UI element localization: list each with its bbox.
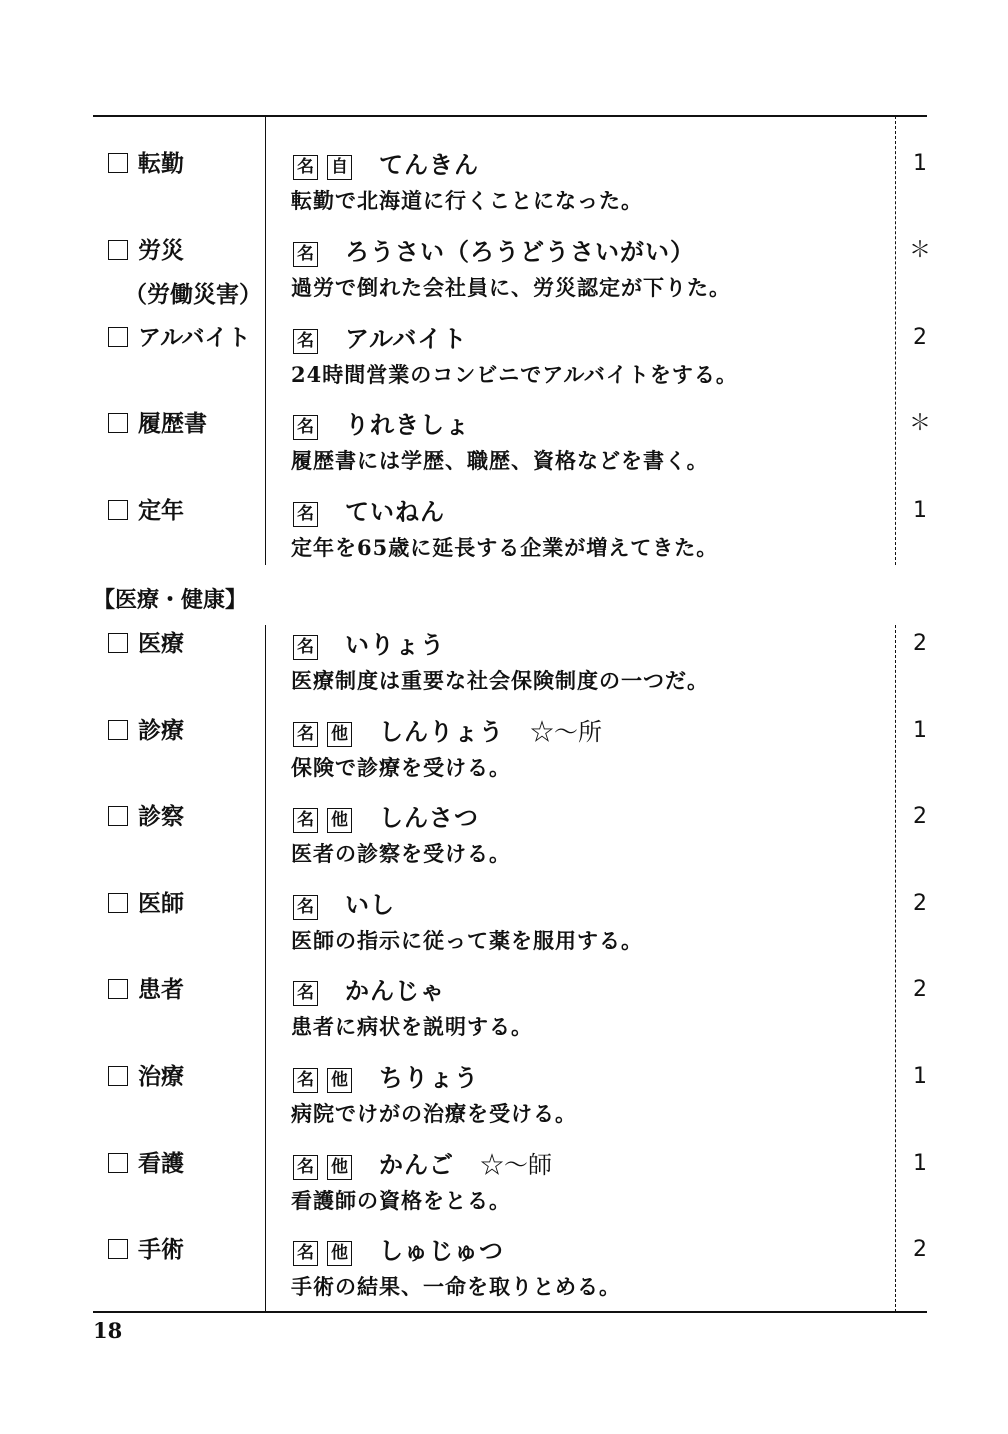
checkbox-icon[interactable] bbox=[108, 979, 128, 999]
term-text: 履歴書 bbox=[138, 411, 207, 438]
part-of-speech-tag: 名 bbox=[293, 981, 318, 1006]
level-marker: 2 bbox=[913, 1237, 927, 1263]
vocab-entry bbox=[0, 497, 1008, 577]
term-text: 診療 bbox=[138, 717, 184, 744]
vocab-entry bbox=[0, 630, 1008, 710]
entry-header bbox=[293, 497, 445, 527]
reading: しんりょう bbox=[379, 717, 504, 746]
term-text: 定年 bbox=[138, 498, 184, 525]
vocab-term bbox=[108, 410, 207, 438]
vocab-entry bbox=[0, 237, 1008, 317]
section-title: 【医療・健康】 bbox=[93, 588, 248, 613]
entry-header bbox=[293, 717, 602, 747]
vocab-term bbox=[108, 497, 184, 525]
reading: しんさつ bbox=[379, 804, 479, 833]
vocab-entry bbox=[0, 717, 1008, 797]
part-of-speech-tag: 他 bbox=[327, 1068, 352, 1093]
part-of-speech-tags bbox=[293, 976, 345, 1006]
vocab-term-expansion: （労働災害） bbox=[124, 281, 262, 308]
vocab-entry bbox=[0, 976, 1008, 1056]
level-marker: 1 bbox=[913, 1150, 927, 1176]
entry-header bbox=[293, 1236, 504, 1266]
vocab-term bbox=[108, 1236, 184, 1264]
related-note: ☆〜師 bbox=[480, 1150, 552, 1179]
example-sentence: 過労で倒れた会社員に、労災認定が下りた。 bbox=[291, 274, 731, 300]
part-of-speech-tag: 他 bbox=[327, 1155, 352, 1180]
checkbox-icon[interactable] bbox=[108, 633, 128, 653]
part-of-speech-tags bbox=[293, 630, 345, 660]
checkbox-icon[interactable] bbox=[108, 893, 128, 913]
part-of-speech-tags bbox=[293, 150, 379, 180]
vocab-term bbox=[108, 890, 184, 918]
vocab-term bbox=[108, 803, 184, 831]
part-of-speech-tag: 他 bbox=[327, 722, 352, 747]
part-of-speech-tag: 名 bbox=[293, 242, 318, 267]
part-of-speech-tags bbox=[293, 237, 345, 267]
related-note: ☆〜所 bbox=[530, 717, 602, 746]
reading: ろうさい（ろうどうさいがい） bbox=[345, 237, 695, 266]
term-text: 医師 bbox=[138, 890, 184, 917]
vocab-entry bbox=[0, 324, 1008, 404]
term-text: 治療 bbox=[138, 1064, 184, 1090]
part-of-speech-tags bbox=[293, 1150, 379, 1180]
entry-header bbox=[293, 630, 445, 660]
part-of-speech-tag: 名 bbox=[293, 1241, 318, 1266]
part-of-speech-tags bbox=[293, 324, 345, 354]
checkbox-icon[interactable] bbox=[108, 806, 128, 826]
entry-header bbox=[293, 410, 470, 440]
level-marker: ＊ bbox=[908, 237, 931, 263]
term-text: アルバイト bbox=[138, 324, 251, 351]
checkbox-icon[interactable] bbox=[108, 153, 128, 173]
reading: てんきん bbox=[379, 151, 479, 179]
example-sentence: 履歴書には学歴、職歴、資格などを書く。 bbox=[291, 448, 709, 474]
term-text: 患者 bbox=[138, 977, 184, 1004]
checkbox-icon[interactable] bbox=[108, 327, 128, 347]
vocab-entry bbox=[0, 410, 1008, 490]
entry-header bbox=[293, 324, 467, 354]
vocab-entry bbox=[0, 1063, 1008, 1143]
vocab-term bbox=[108, 1063, 184, 1091]
level-marker: 1 bbox=[913, 717, 927, 743]
vocab-term bbox=[108, 324, 250, 352]
level-marker: 2 bbox=[913, 890, 927, 916]
level-marker: 1 bbox=[913, 1064, 927, 1089]
checkbox-icon[interactable] bbox=[108, 1239, 128, 1259]
reading: いし bbox=[345, 890, 395, 919]
vocab-entry bbox=[0, 890, 1008, 970]
checkbox-icon[interactable] bbox=[108, 1066, 128, 1086]
level-marker: 2 bbox=[913, 977, 927, 1003]
part-of-speech-tag: 自 bbox=[327, 155, 352, 180]
term-text: 転勤 bbox=[138, 151, 184, 177]
part-of-speech-tags bbox=[293, 717, 379, 747]
part-of-speech-tags bbox=[293, 1063, 379, 1093]
example-sentence: 転勤で北海道に行くことになった。 bbox=[291, 188, 643, 213]
term-text: 看護 bbox=[138, 1150, 184, 1177]
checkbox-icon[interactable] bbox=[108, 413, 128, 433]
level-marker: 2 bbox=[913, 631, 927, 656]
vocab-term bbox=[108, 976, 184, 1004]
example-sentence: 医師の指示に従って薬を服用する。 bbox=[291, 927, 643, 953]
checkbox-icon[interactable] bbox=[108, 500, 128, 520]
vocab-entry bbox=[0, 150, 1008, 230]
part-of-speech-tag: 名 bbox=[293, 635, 318, 660]
term-text: 医療 bbox=[138, 631, 184, 657]
example-sentence: 医者の診察を受ける。 bbox=[291, 841, 511, 867]
vocab-term bbox=[108, 1150, 184, 1178]
example-sentence: 患者に病状を説明する。 bbox=[291, 1014, 533, 1040]
entry-header bbox=[293, 1150, 552, 1180]
checkbox-icon[interactable] bbox=[108, 240, 128, 260]
part-of-speech-tags bbox=[293, 803, 379, 833]
part-of-speech-tag: 名 bbox=[293, 502, 318, 527]
part-of-speech-tags bbox=[293, 497, 345, 527]
example-sentence: 看護師の資格をとる。 bbox=[291, 1187, 511, 1213]
part-of-speech-tag: 名 bbox=[293, 895, 318, 920]
reading: しゅじゅつ bbox=[379, 1237, 504, 1266]
level-marker: 2 bbox=[913, 804, 927, 830]
entry-header bbox=[293, 976, 445, 1006]
level-marker: 2 bbox=[913, 324, 927, 350]
part-of-speech-tag: 名 bbox=[293, 329, 318, 354]
term-text: 労災 bbox=[138, 237, 184, 264]
vocab-term bbox=[108, 717, 184, 745]
checkbox-icon[interactable] bbox=[108, 720, 128, 740]
level-marker: 1 bbox=[913, 151, 927, 176]
part-of-speech-tag: 名 bbox=[293, 1155, 318, 1180]
reading: ちりょう bbox=[379, 1064, 479, 1092]
part-of-speech-tag: 名 bbox=[293, 155, 318, 180]
part-of-speech-tag: 名 bbox=[293, 808, 318, 833]
top-rule bbox=[93, 115, 927, 117]
entry-header bbox=[293, 150, 479, 180]
vocab-term bbox=[108, 630, 184, 658]
reading: アルバイト bbox=[345, 324, 468, 353]
part-of-speech-tag: 他 bbox=[327, 808, 352, 833]
vocab-entry bbox=[0, 803, 1008, 883]
reading: かんじゃ bbox=[345, 977, 445, 1006]
part-of-speech-tag: 他 bbox=[327, 1241, 352, 1266]
part-of-speech-tag: 名 bbox=[293, 722, 318, 747]
reading: りれきしょ bbox=[345, 411, 470, 440]
reading: いりょう bbox=[345, 631, 445, 659]
example-sentence: 医療制度は重要な社会保険制度の一つだ。 bbox=[291, 668, 709, 693]
entry-header bbox=[293, 803, 479, 833]
part-of-speech-tags bbox=[293, 890, 345, 920]
part-of-speech-tags bbox=[293, 410, 345, 440]
level-marker: ＊ bbox=[908, 411, 931, 437]
vocab-entry bbox=[0, 1150, 1008, 1230]
part-of-speech-tag: 名 bbox=[293, 1068, 318, 1093]
reading: ていねん bbox=[345, 498, 445, 527]
vocab-term bbox=[108, 150, 184, 178]
part-of-speech-tag: 名 bbox=[293, 415, 318, 440]
example-sentence: 定年を65歳に延長する企業が増えてきた。 bbox=[291, 535, 719, 561]
entry-header bbox=[293, 1063, 479, 1093]
example-sentence: 保険で診療を受ける。 bbox=[291, 754, 511, 780]
vocab-entry bbox=[0, 1236, 1008, 1316]
example-sentence: 24時間営業のコンビニでアルバイトをする。 bbox=[291, 361, 738, 387]
example-sentence: 手術の結果、一命を取りとめる。 bbox=[291, 1274, 621, 1300]
vocab-term bbox=[108, 237, 184, 265]
page-number: 18 bbox=[93, 1318, 123, 1343]
entry-header bbox=[293, 237, 695, 267]
reading: かんご bbox=[379, 1150, 454, 1179]
entry-header bbox=[293, 890, 395, 920]
level-marker: 1 bbox=[913, 498, 927, 524]
example-sentence: 病院でけがの治療を受ける。 bbox=[291, 1101, 577, 1126]
checkbox-icon[interactable] bbox=[108, 1153, 128, 1173]
part-of-speech-tags bbox=[293, 1236, 379, 1266]
term-text: 手術 bbox=[138, 1237, 184, 1264]
term-text: 診察 bbox=[138, 804, 184, 831]
